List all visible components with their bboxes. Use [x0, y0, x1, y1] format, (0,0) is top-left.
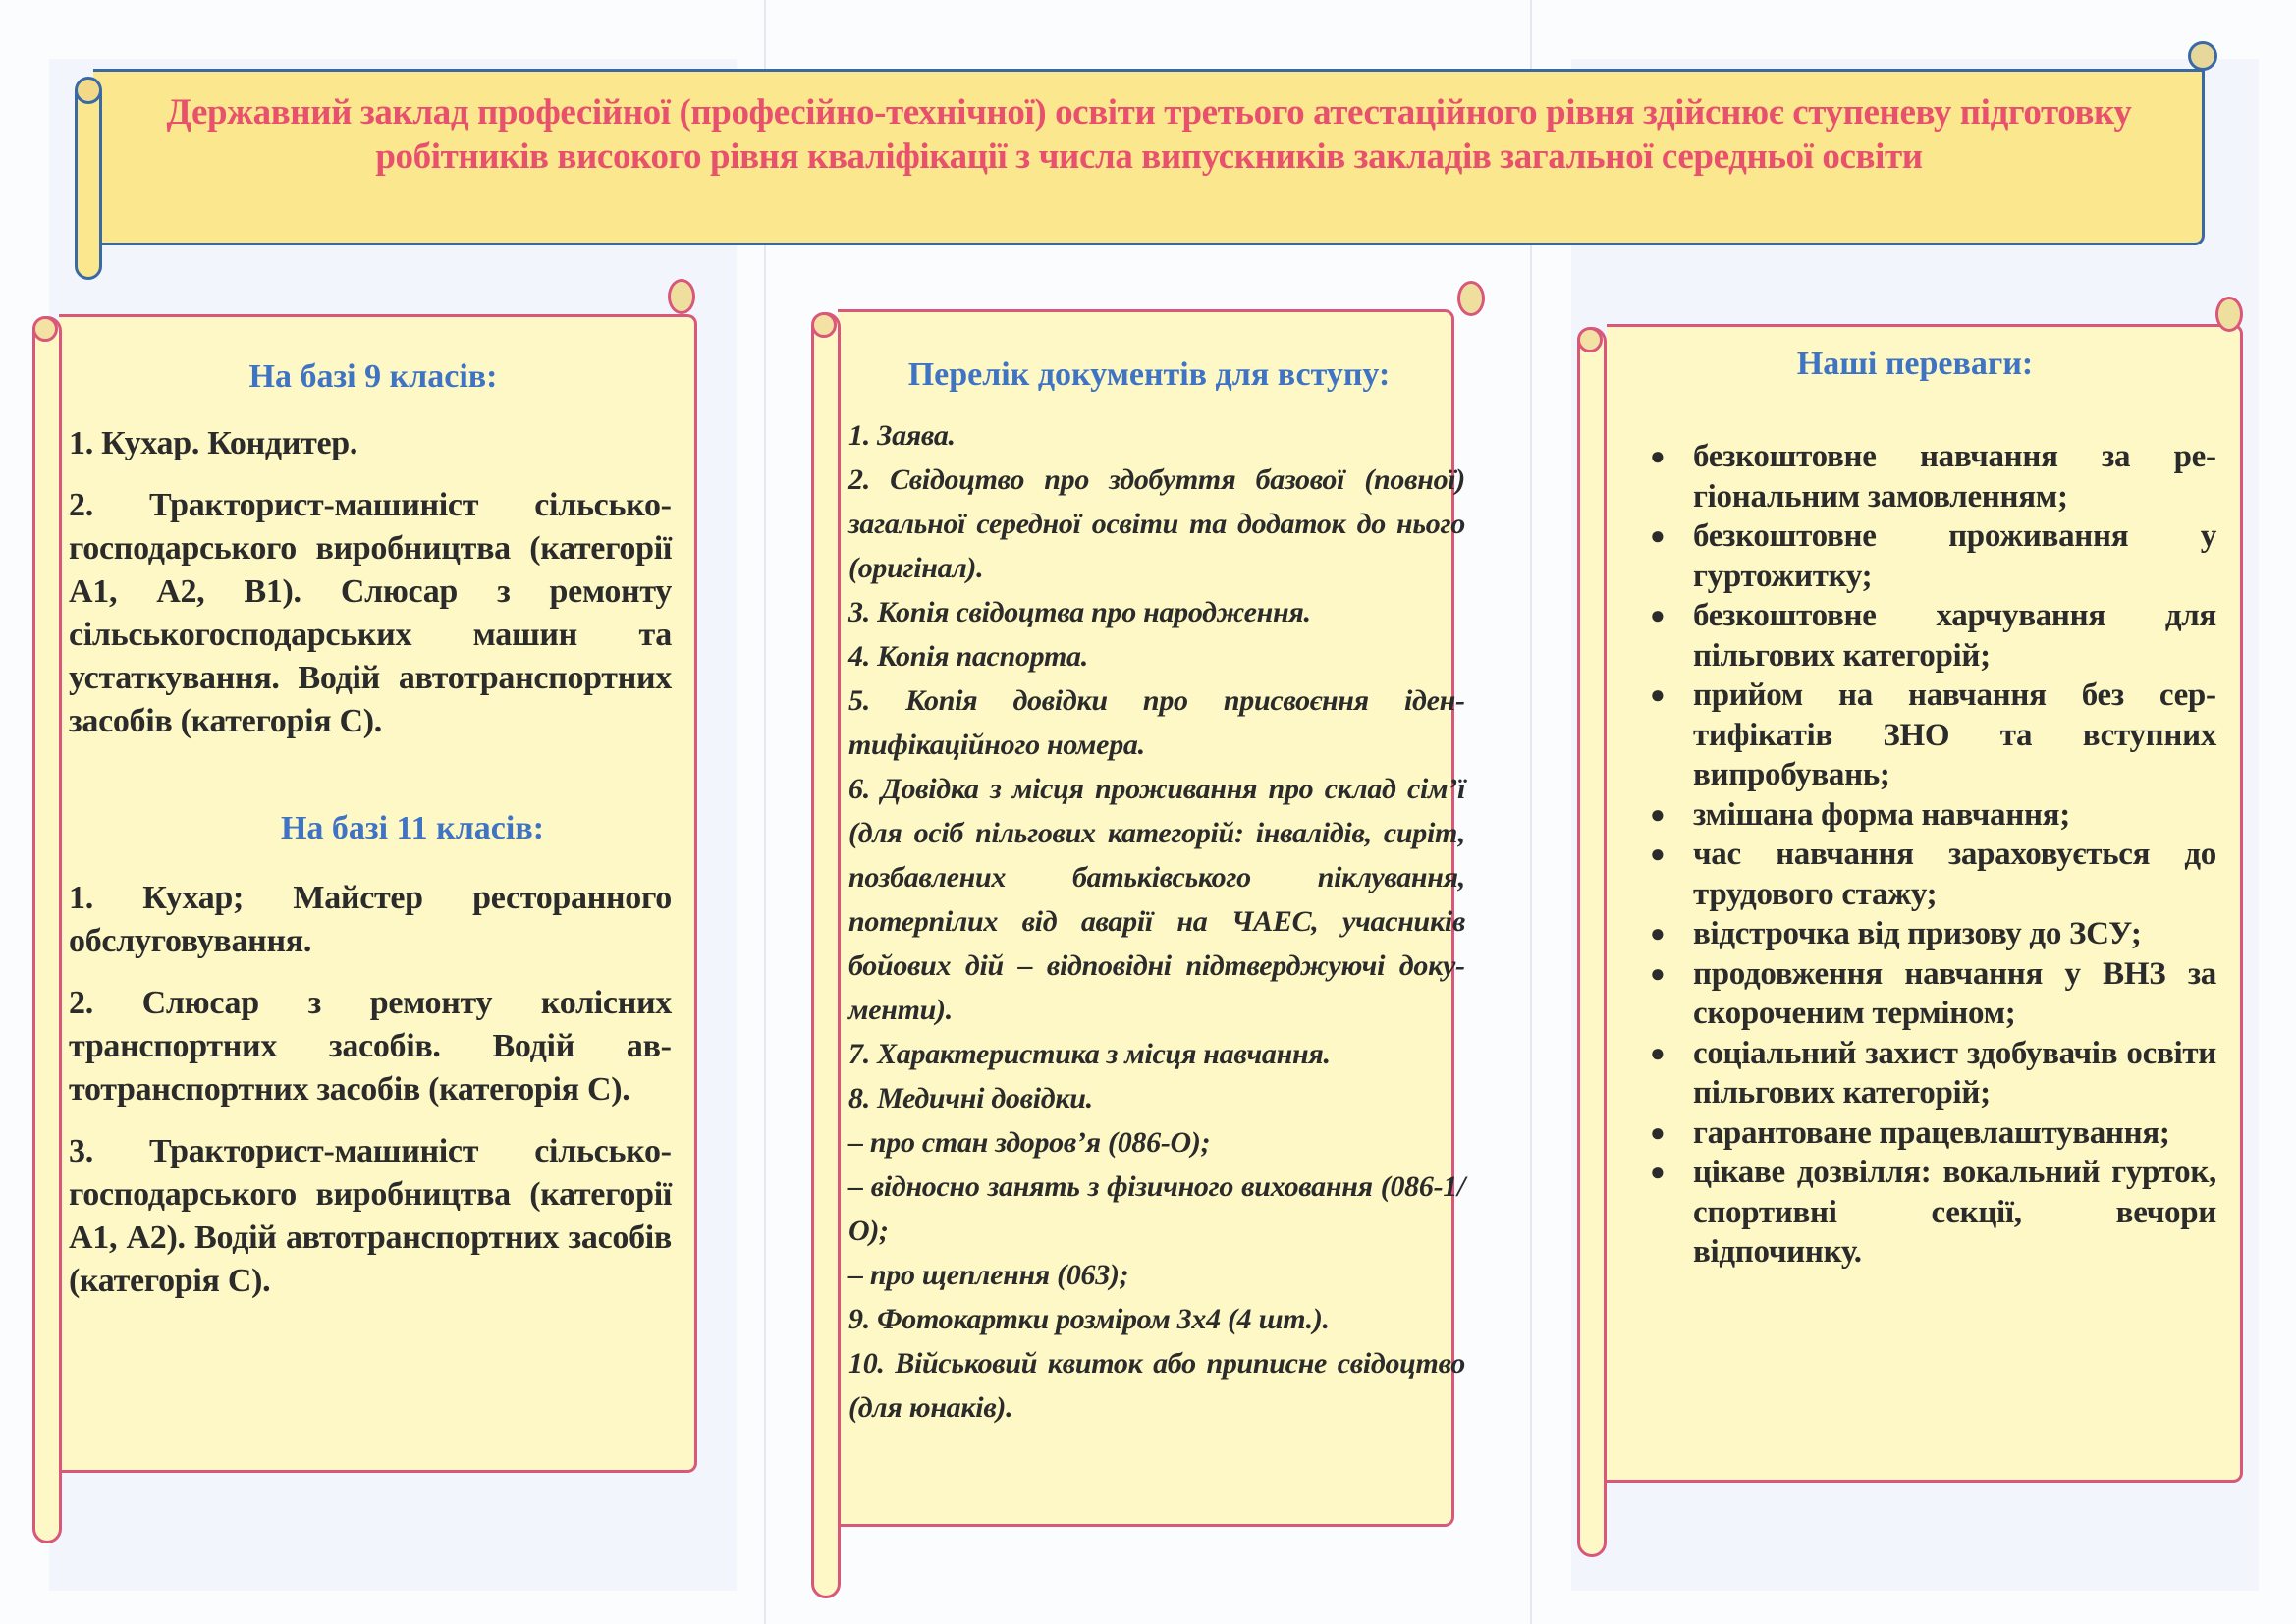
advantage-item — [1642, 914, 2216, 954]
professions-list-11 — [69, 877, 672, 1322]
banner-title: Державний заклад професійної (професійно-технічної) освіти третього атестаційного рівня здійснює ступеневу підготовку робітників високого рівня кваліфікації з числа випускників закладів загальної середньої освіти — [166, 92, 2132, 177]
advantage-text: продовження навчання у ВНЗ за скороченим терміном; — [1693, 955, 2216, 1031]
document-item: 7. Характеристика з місця навчання. — [848, 1038, 1331, 1070]
advantage-item — [1642, 835, 2216, 914]
advantage-item — [1642, 516, 2216, 596]
profession-item: 1. Кухар; Майстер ресторанного обслуговування. — [69, 880, 672, 959]
document-item: 6. Довідка з місця проживання про склад сім’ї (для осіб пільгових категорій: інвалідів, сиріт, позбавлених батьківського піклування, потерпілих від аварії на ЧАЕС, учасників бойових дій – відповідні підтверджуючі документи). — [848, 773, 1465, 1026]
bullet-icon: ● — [1650, 601, 1666, 629]
document-subitem: – про щеплення (063); — [848, 1259, 1129, 1291]
document-item: 10. Військовий квиток або приписне свідоцтво (для юнаків). — [848, 1347, 1465, 1424]
scroll-curl-icon — [1577, 327, 1603, 352]
advantage-item — [1642, 1113, 2216, 1154]
advantage-item — [1642, 676, 2216, 795]
scroll-curl-icon — [811, 312, 837, 338]
advantage-text: безкоштовне проживання у гуртожитку; — [1693, 518, 2216, 594]
scroll-curl-icon — [1457, 281, 1485, 316]
bullet-icon: ● — [1650, 799, 1666, 829]
scroll-curl-icon — [2188, 41, 2217, 71]
scroll-roll — [811, 312, 841, 1598]
profession-item: 1. Кухар. Кондитер. — [69, 425, 358, 461]
scroll-roll — [1577, 327, 1607, 1557]
advantage-item — [1642, 1034, 2216, 1113]
advantages-list — [1642, 437, 2216, 1272]
profession-item: 3. Тракторист-машиніст сільськогосподарського виробництва (категорії А1, А2). Водій автотранспортних засобів (категорія С). — [69, 1133, 672, 1299]
advantage-text: безкоштовне харчування для пільгових категорій; — [1693, 598, 2216, 674]
scroll-curl-icon — [75, 77, 102, 104]
bullet-icon: ● — [1650, 839, 1666, 868]
advantage-text: прийом на навчання без сертифікатів ЗНО та вступних випробувань; — [1693, 677, 2216, 792]
advantage-text: безкоштовне навчання за регіональним замовленням; — [1693, 439, 2216, 514]
advantage-item — [1642, 596, 2216, 676]
section-title-11-grades: На базі 11 класів: — [280, 810, 545, 846]
document-item: 5. Копія довідки про присвоєння ідентифікаційного номера. — [848, 684, 1465, 761]
advantage-text: змішана форма навчання; — [1693, 796, 2070, 833]
profession-item: 2. Слюсар з ремонту колісних транспортних засобів. Водій автотранспортних засобів (категорія С). — [69, 985, 672, 1108]
bullet-icon: ● — [1650, 958, 1666, 988]
document-subitem: – відносно занять з фізичного виховання (086-1/О); — [848, 1170, 1465, 1247]
advantage-text: час навчання зараховується до трудового стажу; — [1693, 837, 2216, 912]
document-item: 3. Копія свідоцтва про народження. — [848, 596, 1311, 628]
document-item: 9. Фотокартки розміром 3х4 (4 шт.). — [848, 1303, 1330, 1335]
advantage-text: соціальний захист здобувачів освіти пільгових категорій; — [1693, 1035, 2216, 1110]
profession-item: 2. Тракторист-машиніст сільськогосподарського виробництва (категорії А1, А2, В1). Слюсар з ремонту сільськогосподарських машин та устаткування. Водій автотранспортних засобів (категорія С). — [69, 487, 672, 739]
documents-list — [848, 413, 1465, 1430]
professions-list-9 — [69, 422, 672, 762]
scroll-roll — [32, 316, 62, 1543]
document-item: 1. Заява. — [848, 419, 956, 452]
bullet-icon: ● — [1650, 521, 1666, 550]
documents-title: Перелік документів для вступу: — [907, 356, 1391, 393]
advantage-text: відстрочка від призову до ЗСУ; — [1693, 916, 2142, 951]
document-item: 8. Медичні довідки. — [848, 1082, 1093, 1114]
advantage-text: цікаве дозвілля: вокальний гурток, спортивні секції, вечори відпочинку. — [1693, 1155, 2216, 1270]
advantage-item — [1642, 954, 2216, 1034]
bullet-icon: ● — [1650, 919, 1666, 947]
advantages-title: Наші переваги: — [1796, 346, 2034, 382]
bullet-icon: ● — [1650, 1117, 1666, 1147]
scroll-curl-icon — [668, 279, 695, 314]
advantage-text: гарантоване працевлаштування; — [1693, 1114, 2170, 1151]
advantage-item — [1642, 437, 2216, 516]
bullet-icon: ● — [1650, 680, 1666, 709]
bullet-icon: ● — [1650, 1158, 1666, 1186]
bullet-icon: ● — [1650, 1038, 1666, 1067]
document-item: 4. Копія паспорта. — [848, 640, 1088, 673]
section-title-9-grades: На базі 9 класів: — [248, 358, 498, 395]
advantage-item — [1642, 1153, 2216, 1272]
bullet-icon: ● — [1650, 442, 1666, 470]
scroll-curl-icon — [32, 316, 58, 342]
scroll-curl-icon — [2215, 297, 2243, 332]
advantage-item — [1642, 795, 2216, 836]
banner-roll — [75, 79, 102, 280]
document-subitem: – про стан здоров’я (086-О); — [848, 1126, 1211, 1159]
document-item: 2. Свідоцтво про здобуття базової (повної) загальної середної освіти та додаток до нього (оригінал). — [848, 463, 1465, 584]
